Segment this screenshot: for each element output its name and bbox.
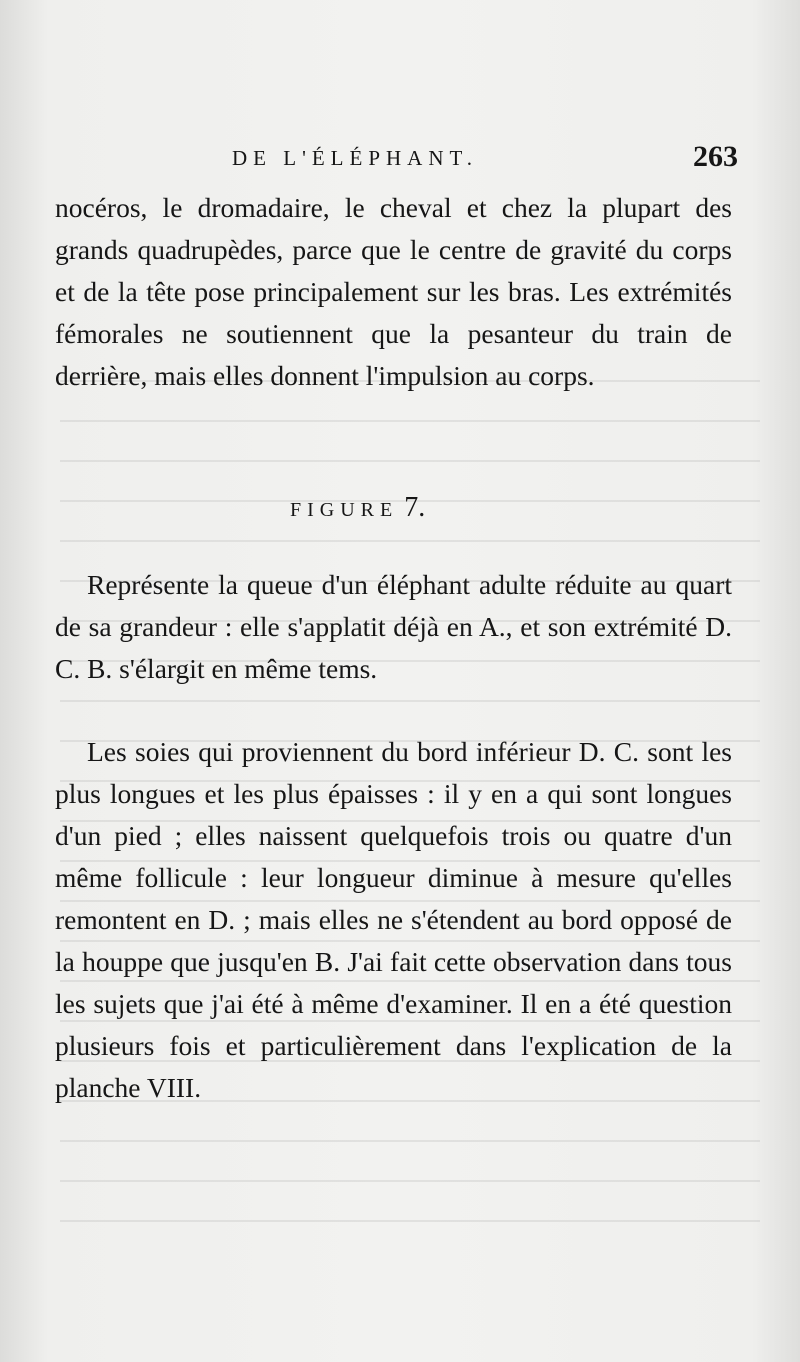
figure-label: FIGURE	[290, 499, 399, 521]
paragraph-figure-description	[55, 564, 732, 690]
page-number: 263	[693, 140, 738, 173]
paragraph-bristles	[55, 731, 732, 1109]
running-title: DE L'ÉLÉPHANT.	[232, 146, 479, 170]
page-header	[232, 140, 738, 180]
figure-number: 7.	[404, 492, 426, 523]
paragraph-continued	[55, 187, 732, 397]
paragraph-text: Les soies qui proviennent du bord inférieur D. C. sont les plus longues et les plus épaisses : il y en a qui sont longues d'un pied ; elles naissent quelquefois trois ou quatre d'un même follicule : leur longueur diminue à mesure qu'elles remontent en D. ; mais elles ne s'étendent au bord opposé de la houppe que jusqu'en B. J'ai fait cette observation dans tous les sujets que j'ai été à même d'examiner. Il en a été question plusieurs fois et particulièrement dans l'explication de la planche VIII.	[55, 736, 732, 1103]
paragraph-text: Représente la queue d'un éléphant adulte réduite au quart de sa grandeur : elle s'applatit déjà en A., et son extrémité D. C. B. s'élargit en même tems.	[55, 569, 732, 684]
paragraph-text: nocéros, le dromadaire, le cheval et chez la plupart des grands quadrupèdes, parce que le centre de gravité du corps et de la tête pose principalement sur les bras. Les extrémités fémorales ne soutiennent que la pesanteur du train de derrière, mais elles donnent l'impulsion au corps.	[55, 192, 732, 391]
figure-heading	[290, 492, 425, 524]
